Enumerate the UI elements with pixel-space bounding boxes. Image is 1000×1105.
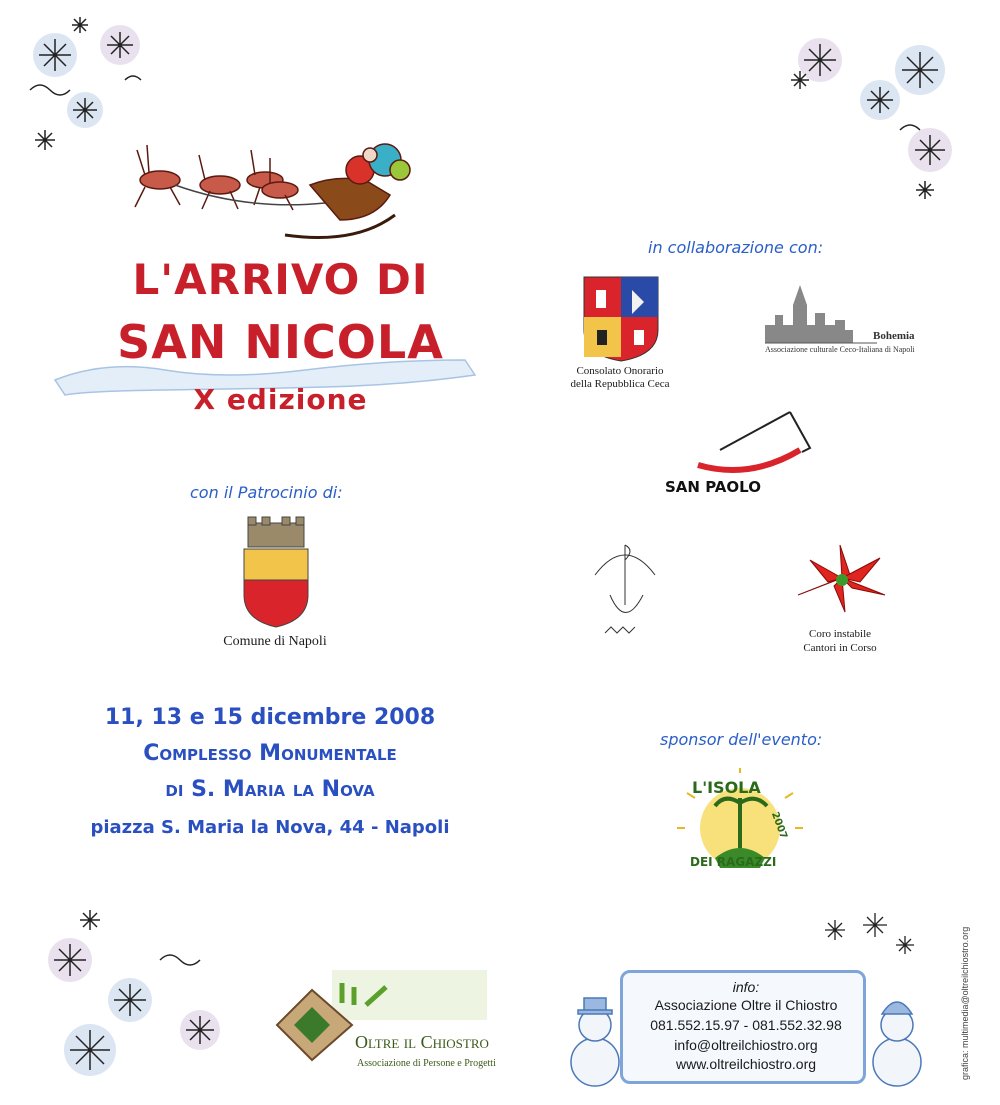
oltre-il-chiostro-subtitle: Associazione di Persone e Progetti bbox=[357, 1058, 496, 1069]
info-heading: info: bbox=[732, 979, 760, 995]
santa-sleigh-illustration bbox=[125, 125, 435, 255]
isola-logo-top-text: L'ISOLA bbox=[692, 778, 761, 797]
consolato-label-line1: Consolato Onorario bbox=[576, 365, 664, 377]
sponsor-heading: sponsor dell'evento: bbox=[660, 730, 823, 749]
isola-logo-bottom-text: DEI RAGAZZI bbox=[690, 855, 777, 869]
consolato-label-line2: della Repubblica Ceca bbox=[570, 378, 670, 390]
san-paolo-label: SAN PAOLO bbox=[665, 478, 761, 496]
event-venue-line2: di S. Maria la Nova bbox=[165, 777, 375, 802]
graphic-design-credit: grafica: multimedia@oltreilchiostro.org bbox=[960, 926, 970, 1080]
collaboration-heading: in collaborazione con: bbox=[648, 238, 824, 257]
info-box bbox=[620, 970, 866, 1084]
info-organization: Associazione Oltre il Chiostro bbox=[654, 997, 838, 1013]
event-dates: 11, 13 e 15 dicembre 2008 bbox=[104, 705, 436, 730]
snowflakes-bottom-left-decoration bbox=[30, 900, 250, 1090]
san-paolo-logo-icon bbox=[690, 410, 815, 480]
bohemia-name: Bohemia bbox=[873, 330, 915, 342]
info-phones: 081.552.15.97 - 081.552.32.98 bbox=[650, 1017, 842, 1033]
bohemia-subtitle: Associazione culturale Ceco-Italiana di Napoli bbox=[765, 345, 915, 354]
info-website[interactable]: www.oltreilchiostro.org bbox=[675, 1056, 817, 1072]
event-title-line2: SAN NICOLA bbox=[117, 315, 444, 369]
bohemia-cathedral-logo-icon bbox=[765, 285, 880, 345]
coro-instabile-label-line1: Coro instabile bbox=[808, 628, 872, 640]
czech-coat-of-arms-icon bbox=[582, 275, 660, 363]
event-title-line1: L'ARRIVO DI bbox=[132, 255, 429, 304]
comune-napoli-crest-icon bbox=[238, 515, 314, 630]
patronage-heading: con il Patrocinio di: bbox=[190, 483, 343, 502]
isola-logo-year: 2007 bbox=[768, 810, 789, 841]
coro-polifonico-emblem-icon bbox=[575, 535, 675, 650]
poinsettia-flower-icon bbox=[790, 540, 895, 615]
snowflakes-bottom-right-decoration bbox=[815, 905, 925, 975]
oltre-il-chiostro-name: Oltre il Chiostro bbox=[355, 1032, 489, 1052]
snowflakes-top-right-decoration bbox=[780, 20, 960, 210]
event-edition: X edizione bbox=[193, 383, 368, 416]
event-address: piazza S. Maria la Nova, 44 - Napoli bbox=[90, 817, 450, 838]
info-email[interactable]: info@oltreilchiostro.org bbox=[674, 1037, 818, 1053]
coro-instabile-label-line2: Cantori in Corso bbox=[803, 642, 877, 654]
snowman-right-illustration bbox=[862, 990, 932, 1090]
comune-napoli-label: Comune di Napoli bbox=[223, 634, 327, 649]
event-venue-line1: Complesso Monumentale bbox=[143, 741, 397, 766]
